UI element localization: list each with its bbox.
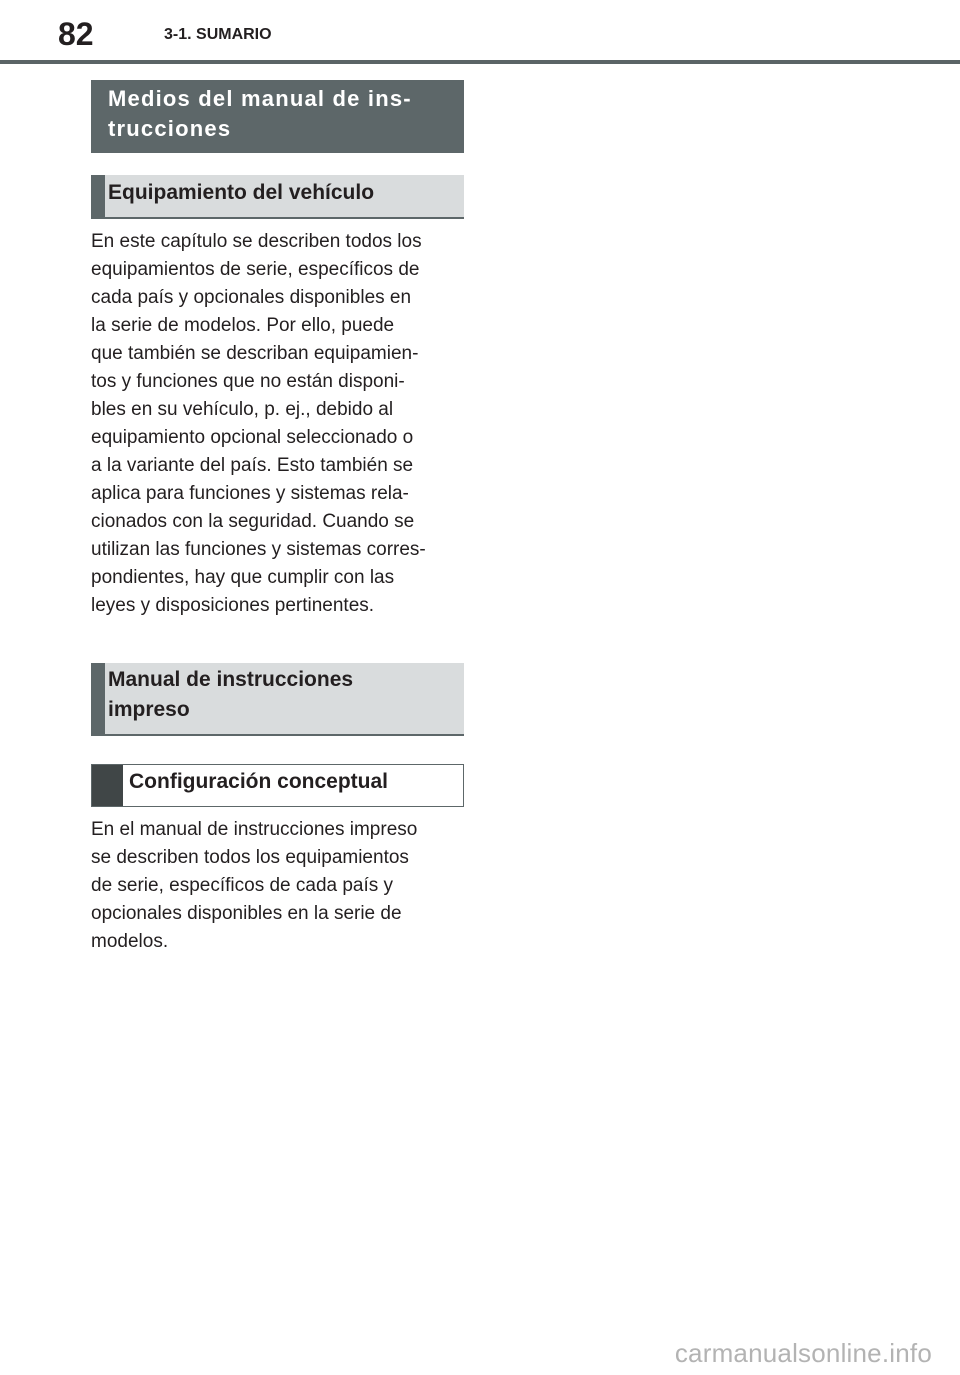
content-column <box>91 80 464 956</box>
watermark: carmanualsonline.info <box>674 1338 932 1368</box>
section-heading-label: Manual de instrucciones impreso <box>108 668 354 721</box>
printed-manual-paragraph: En el manual de instrucciones impreso se describen todos los equipamientos de serie, específicos de cada país y opcionales disponibles en la serie de modelos. <box>91 819 418 952</box>
concept-heading-label: Configuración conceptual <box>129 770 389 793</box>
main-title-box <box>91 80 464 153</box>
section-heading-printed-manual <box>91 663 464 736</box>
equipment-paragraph: En este capítulo se describen todos los equipamientos de serie, específicos de cada país y opcionales disponibles en la serie de modelos. Por ello, puede que también se describan equipamien- tos y funciones que no están disponi- bles en su vehículo, p. ej., debido al equipamiento opcional seleccionado o a la variante del país. Esto también se aplica para funciones y sistemas rela- cionados con la seguridad. Cuando se utilizan las funciones y sistemas corres- pondientes, hay que cumplir con las leyes y disposiciones pertinentes. <box>91 231 426 616</box>
section-heading-equipment <box>91 175 464 219</box>
concept-heading-box <box>91 764 464 807</box>
page-number: 82 <box>58 16 94 52</box>
page-title: Medios del manual de ins- trucciones <box>108 86 412 141</box>
section-heading-label: Equipamiento del vehículo <box>108 181 375 204</box>
section-label: 3-1. SUMARIO <box>164 26 272 43</box>
header-divider <box>0 60 960 64</box>
concept-marker <box>92 765 123 806</box>
